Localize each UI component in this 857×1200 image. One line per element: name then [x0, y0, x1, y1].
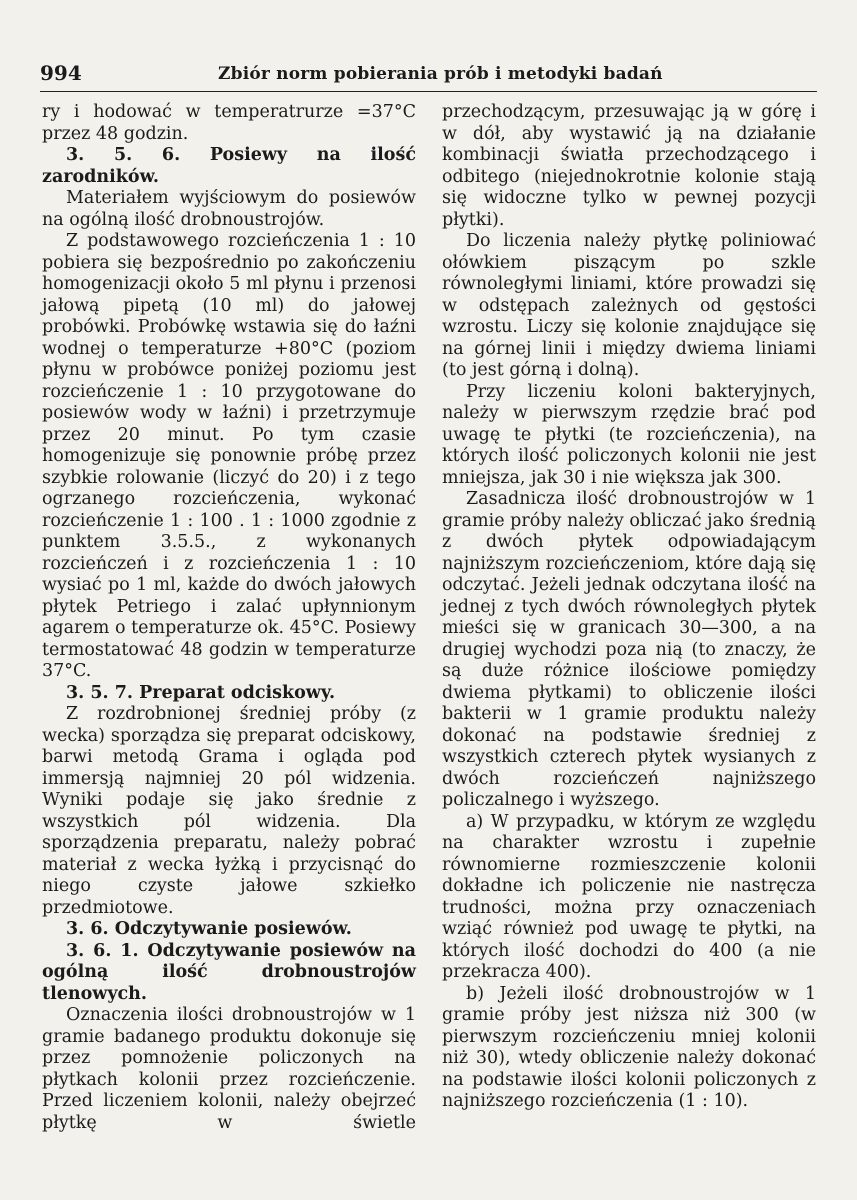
section-heading: 3. 6. 1. Odczytywanie posiewów na ogólną ilość drobnoustrojów tlenowych. [42, 940, 416, 1004]
section-heading: 3. 5. 6. Posiewy na ilość zarodników. [42, 145, 416, 187]
section-heading: 3. 6. Odczytywanie posiewów. [66, 919, 352, 939]
paragraph: b) Jeżeli ilość drobnoustrojów w 1 gramie próby jest niższa niż 300 (w pierwszym rozcieńczeniu mniej kolonii niż 30), wtedy obliczenie należy dokonać na podstawie ilości kolonii policzonych z najniższego rozcieńczenia (1 : 10). [442, 983, 816, 1111]
right-column [442, 102, 816, 1113]
paragraph: ry i hodować w temperatrurze =37°C przez 48 godzin. [42, 102, 416, 144]
running-head: Zbiór norm pobierania prób i metodyki badań [218, 64, 663, 84]
paragraph: Oznaczenia ilości drobnoustrojów w 1 gramie badanego produktu dokonuje się przez pomnożenie policzonych na płytkach kolonii przez rozcieńczenie. Przed liczeniem kolonii, należy obejrzeć płytkę w świetle [42, 1005, 416, 1133]
paragraph: Materiałem wyjściowym do posiewów na ogólną ilość drobnoustrojów. [42, 188, 416, 230]
paragraph: Przy liczeniu koloni bakteryjnych, należy w pierwszym rzędzie brać pod uwagę te płytki (te rozcieńczenia), na których ilość policzonych kolonii nie jest mniejsza, jak 30 i nie większa jak 300. [442, 381, 816, 488]
paragraph: Z podstawowego rozcieńczenia 1 : 10 pobiera się bezpośrednio po zakończeniu homogenizacji około 5 ml płynu i przenosi jałową pipetą (10 ml) do jałowej probówki. Probówkę wstawia się do łaźni wodnej o temperaturze +80°C (poziom płynu w probówce poniżej poziomu jest rozcieńczenie 1 : 10 przygotowane do posiewów wody w łaźni) i przetrzymuje przez 20 minut. Po tym czasie homogenizuje się ponownie próbę przez szybkie rolowanie (liczyć do 20) i z tego ogrzanego rozcieńczenia, wykonać rozcieńczenie 1 : 100 . 1 : 1000 zgodnie z punktem 3.5.5., z wykonanych rozcieńczeń i z rozcieńczenia 1 : 10 wysiać po 1 ml, każde do dwóch jałowych płytek Petriego i zalać upłynnionym agarem o temperaturze ok. 45°C. Posiewy termostatować 48 godzin w temperaturze 37°C. [42, 231, 416, 681]
paragraph: Do liczenia należy płytkę poliniować ołówkiem piszącym po szkle równoległymi liniami, które prowadzi się w odstępach zależnych od gęstości wzrostu. Liczy się kolonie znajdujące się na górnej linii i między dwiema liniami (to jest górną i dolną). [442, 231, 816, 380]
paragraph: Zasadnicza ilość drobnoustrojów w 1 gramie próby należy obliczać jako średnią z dwóch płytek odpowiadającym najniższym rozcieńczeniom, które dają się odczytać. Jeżeli jednak odczytana ilość na jednej z tych dwóch równoległych płytek mieści się w granicach 30—300, a na drugiej wychodzi poza nią (to znaczy, że są duże różnice ilościowe pomiędzy dwiema płytkami) to obliczenie ilości bakterii w 1 gramie produktu należy dokonać na podstawie średniej z wszystkich czterech płytek wysianych z dwóch rozcieńczeń najniższego policzalnego i wyższego. [442, 489, 816, 810]
paragraph: a) W przypadku, w którym ze względu na charakter wzrostu i zupełnie równomierne rozmieszczenie kolonii dokładne ich policzenie nie nastręcza trudności, można przy oznaczeniach wziąć również pod uwagę te płytki, na których ilość dochodzi do 400 (a nie przekracza 400). [442, 811, 816, 982]
section-heading: 3. 5. 7. Preparat odciskowy. [66, 682, 336, 703]
left-column [42, 102, 416, 1134]
header-rule [40, 91, 817, 92]
page-number: 994 [40, 61, 82, 85]
paragraph: przechodzącym, przesuwając ją w górę i w dół, aby wystawić ją na działanie kombinacji światła przechodzącego i odbitego (niejednokrotnie kolonie stają się widoczne tylko w pewnej pozycji płytki). [442, 102, 816, 230]
paragraph: Z rozdrobnionej średniej próby (z wecka) sporządza się preparat odciskowy, barwi metodą Grama i ogląda pod immersją najmniej 20 pól widzenia. Wyniki podaje się jako średnie z wszystkich pól widzenia. Dla sporządzenia preparatu, należy pobrać materiał z wecka łyżką i przycisnąć do niego czyste jałowe szkiełko przedmiotowe. [42, 704, 416, 918]
